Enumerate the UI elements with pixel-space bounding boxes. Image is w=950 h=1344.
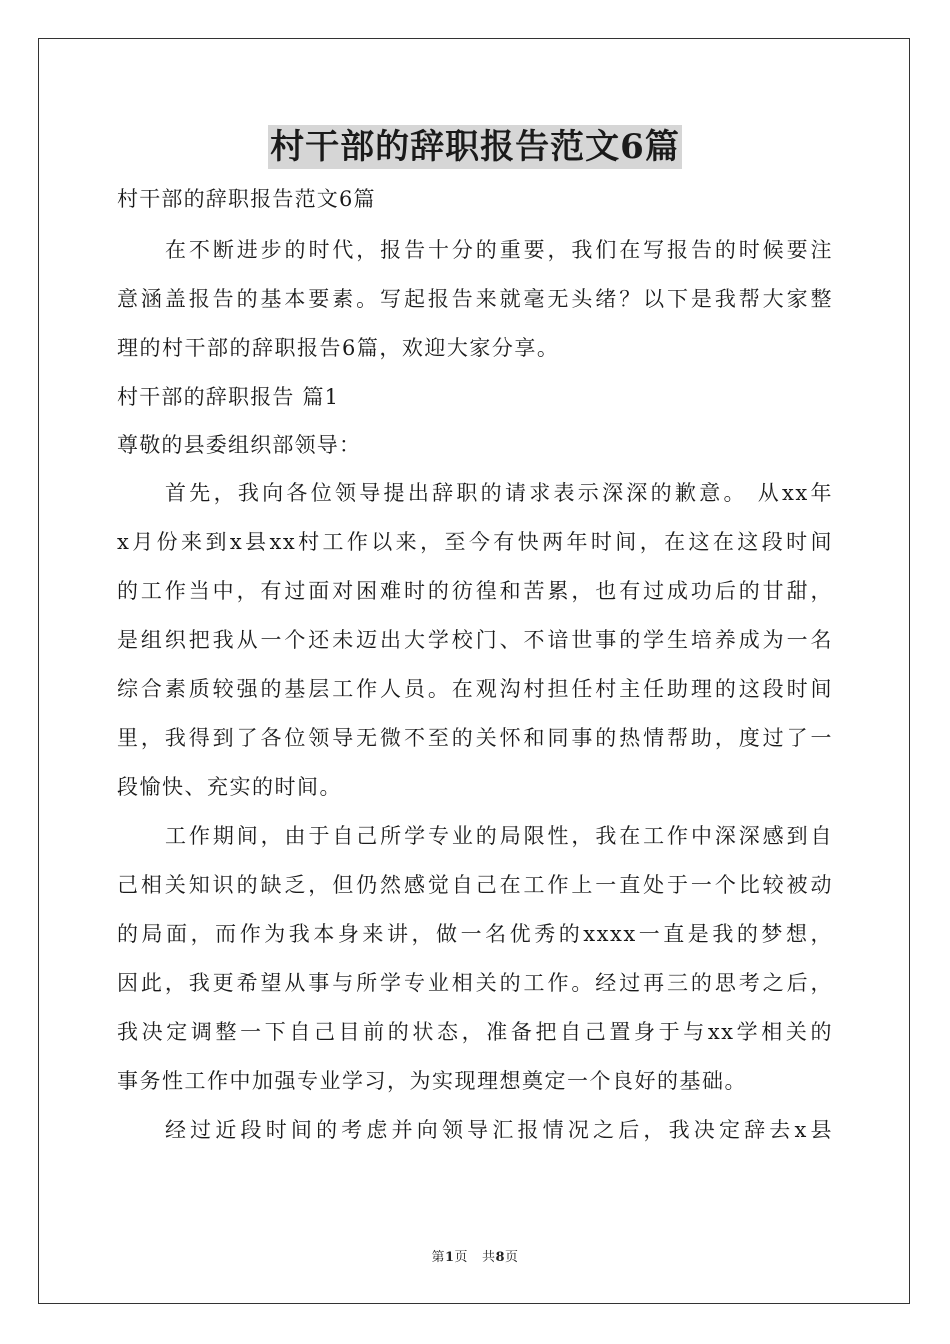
paragraph-line: 因此，我更希望从事与所学专业相关的工作。经过再三的思考之后，: [117, 971, 833, 995]
paragraph-line: 我决定调整一下自己目前的状态，准备把自己置身于与xx学相关的: [117, 1020, 833, 1044]
footer-prefix: 第: [431, 1250, 445, 1265]
document-title: 村干部的辞职报告范文6篇: [270, 127, 680, 167]
intro-line: 在不断进步的时代，报告十分的重要，我们在写报告的时候要注: [165, 238, 833, 262]
paragraph-line: 首先，我向各位领导提出辞职的请求表示深深的歉意。 从xx年: [165, 481, 834, 505]
section-heading: 村干部的辞职报告 篇1: [117, 385, 340, 409]
paragraph-line: 工作期间，由于自己所学专业的局限性，我在工作中深深感到自: [165, 824, 833, 848]
paragraph-line: 综合素质较强的基层工作人员。在观沟村担任村主任助理的这段时间: [117, 677, 833, 701]
footer-mid: 页 共: [454, 1250, 496, 1265]
document-subtitle: 村干部的辞职报告范文6篇: [117, 187, 376, 211]
paragraph-line: 是组织把我从一个还未迈出大学校门、不谙世事的学生培养成为一名: [117, 628, 833, 652]
salutation: 尊敬的县委组织部领导：: [117, 433, 362, 457]
paragraph-line: 经过近段时间的考虑并向领导汇报情况之后，我决定辞去x县: [165, 1118, 833, 1142]
intro-line: 理的村干部的辞职报告6篇，欢迎大家分享。: [117, 336, 560, 360]
intro-paragraph: [117, 226, 833, 373]
body-paragraph-2: [117, 812, 833, 1106]
page-footer: [0, 1246, 950, 1265]
document-body: [117, 180, 833, 1155]
intro-line: 意涵盖报告的基本要素。写起报告来就毫无头绪？以下是我帮大家整: [117, 287, 833, 311]
paragraph-line: 的局面，而作为我本身来讲，做一名优秀的xxxx一直是我的梦想，: [117, 922, 833, 946]
body-paragraph-1: [117, 469, 833, 812]
footer-suffix: 页: [505, 1250, 519, 1265]
body-paragraph-3: [117, 1106, 833, 1155]
footer-current-page: 1: [445, 1250, 455, 1265]
title-container: [0, 125, 950, 169]
paragraph-line: 段愉快、充实的时间。: [117, 775, 342, 799]
paragraph-line: x月份来到x县xx村工作以来，至今有快两年时间，在这在这段时间: [117, 530, 833, 554]
paragraph-line: 里，我得到了各位领导无微不至的关怀和同事的热情帮助，度过了一: [117, 726, 833, 750]
paragraph-line: 的工作当中，有过面对困难时的彷徨和苦累，也有过成功后的甘甜，: [117, 579, 833, 603]
paragraph-line: 事务性工作中加强专业学习，为实现理想奠定一个良好的基础。: [117, 1069, 747, 1093]
paragraph-line: 己相关知识的缺乏，但仍然感觉自己在工作上一直处于一个比较被动: [117, 873, 833, 897]
footer-total-pages: 8: [495, 1250, 505, 1265]
